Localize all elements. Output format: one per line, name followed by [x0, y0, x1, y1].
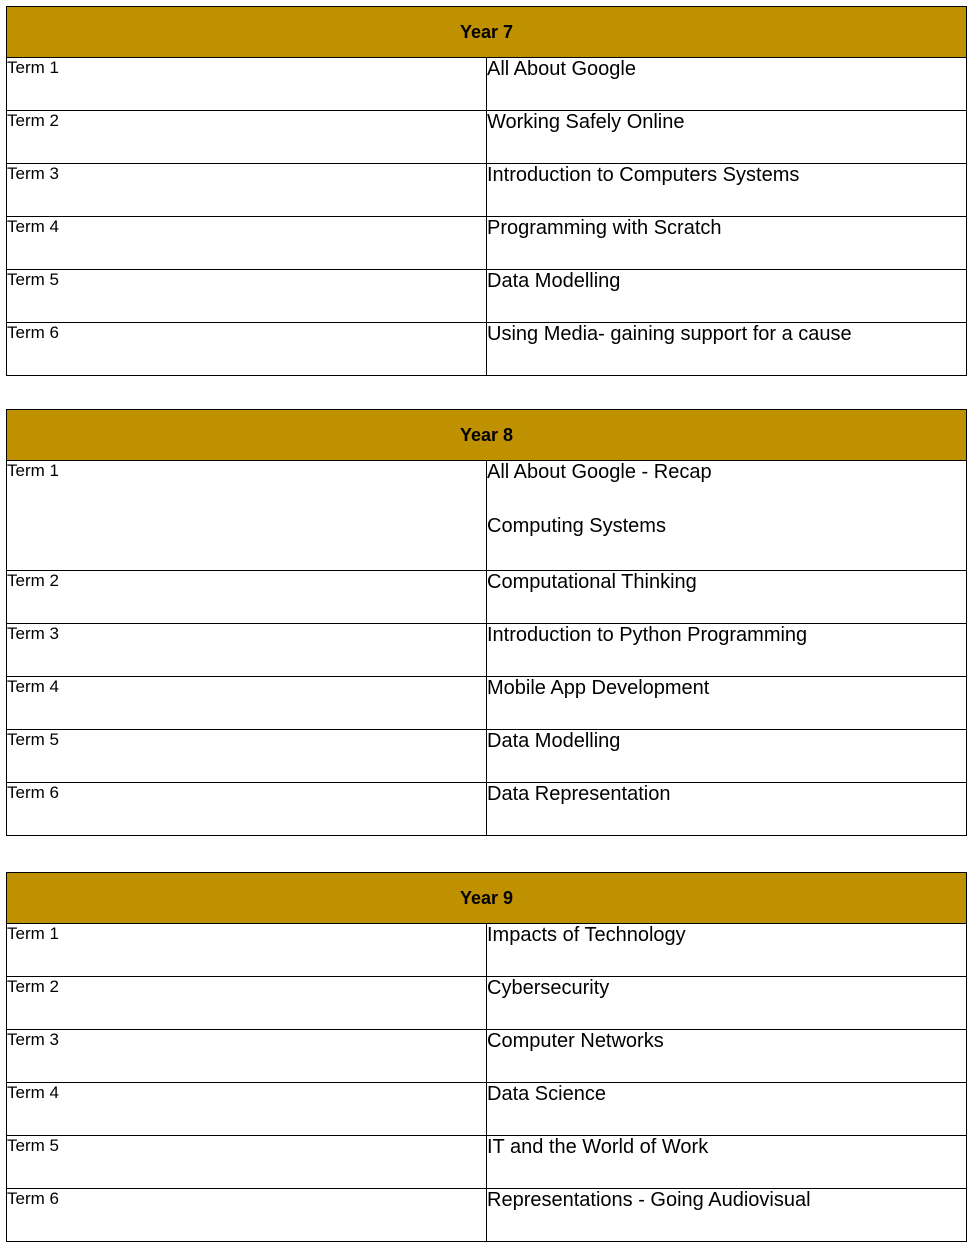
year-8-header: Year 8 — [7, 410, 967, 461]
term-label: Term 1 — [7, 58, 487, 111]
table-row — [7, 677, 967, 730]
table-row — [7, 1083, 967, 1136]
table-row — [7, 1030, 967, 1083]
table-row — [7, 58, 967, 111]
table-row — [7, 730, 967, 783]
topic-cell — [487, 164, 967, 217]
term-label: Term 1 — [7, 461, 487, 571]
topic-name: Data Science — [487, 1083, 606, 1105]
term-label: Term 2 — [7, 977, 487, 1030]
topic-name: All About Google — [487, 58, 636, 80]
topic-name: Cybersecurity — [487, 977, 610, 999]
term-label: Term 2 — [7, 111, 487, 164]
topic-cell — [487, 461, 967, 571]
topic-name: All About Google - Recap — [487, 461, 712, 483]
term-label: Term 6 — [7, 323, 487, 376]
topic-name: Introduction to Computers Systems — [487, 164, 800, 186]
year-9-header: Year 9 — [7, 873, 967, 924]
term-label: Term 5 — [7, 270, 487, 323]
term-label: Term 2 — [7, 571, 487, 624]
term-label: Term 5 — [7, 730, 487, 783]
topic-name: Computer Networks — [487, 1030, 664, 1052]
topic-name: Data Representation — [487, 783, 671, 805]
topic-cell — [487, 783, 967, 836]
term-label: Term 4 — [7, 677, 487, 730]
term-label: Term 6 — [7, 783, 487, 836]
topic-cell — [487, 977, 967, 1030]
term-label: Term 3 — [7, 164, 487, 217]
topic-name: Introduction to Python Programming — [487, 624, 808, 646]
term-label: Term 4 — [7, 1083, 487, 1136]
topic-cell — [487, 571, 967, 624]
topic-name: IT and the World of Work — [487, 1136, 709, 1158]
term-label: Term 4 — [7, 217, 487, 270]
topic-name: Data Modelling — [487, 270, 621, 292]
table-row — [7, 571, 967, 624]
topic-cell — [487, 624, 967, 677]
table-row — [7, 783, 967, 836]
topic-cell — [487, 1189, 967, 1242]
topic-name: Using Media- gaining support for a cause — [487, 323, 852, 345]
table-row — [7, 924, 967, 977]
table-row — [7, 217, 967, 270]
topic-name: Representations - Going Audiovisual — [487, 1189, 811, 1211]
table-row — [7, 323, 967, 376]
topic-cell — [487, 1136, 967, 1189]
table-row — [7, 111, 967, 164]
topic-name: Computing Systems — [487, 515, 666, 537]
table-row — [7, 461, 967, 571]
topic-name: Working Safely Online — [487, 111, 685, 133]
table-row — [7, 977, 967, 1030]
table-row — [7, 624, 967, 677]
topic-name: Impacts of Technology — [487, 924, 686, 946]
topic-cell — [487, 924, 967, 977]
term-label: Term 6 — [7, 1189, 487, 1242]
term-label: Term 3 — [7, 624, 487, 677]
topic-name: Data Modelling — [487, 730, 621, 752]
topic-cell — [487, 1083, 967, 1136]
year-7-table — [6, 6, 967, 376]
year-8-table — [6, 409, 967, 836]
term-label: Term 1 — [7, 924, 487, 977]
term-label: Term 3 — [7, 1030, 487, 1083]
topic-cell — [487, 58, 967, 111]
table-row — [7, 270, 967, 323]
topic-cell — [487, 730, 967, 783]
year-7-header: Year 7 — [7, 7, 967, 58]
topic-name: Mobile App Development — [487, 677, 710, 699]
topic-cell — [487, 677, 967, 730]
topic-cell — [487, 111, 967, 164]
year-9-table — [6, 872, 967, 1242]
topic-cell — [487, 217, 967, 270]
topic-name: Programming with Scratch — [487, 217, 722, 239]
table-row — [7, 164, 967, 217]
table-row — [7, 1136, 967, 1189]
table-row — [7, 1189, 967, 1242]
term-label: Term 5 — [7, 1136, 487, 1189]
topic-cell — [487, 270, 967, 323]
topic-cell — [487, 323, 967, 376]
topic-cell — [487, 1030, 967, 1083]
topic-name: Computational Thinking — [487, 571, 697, 593]
